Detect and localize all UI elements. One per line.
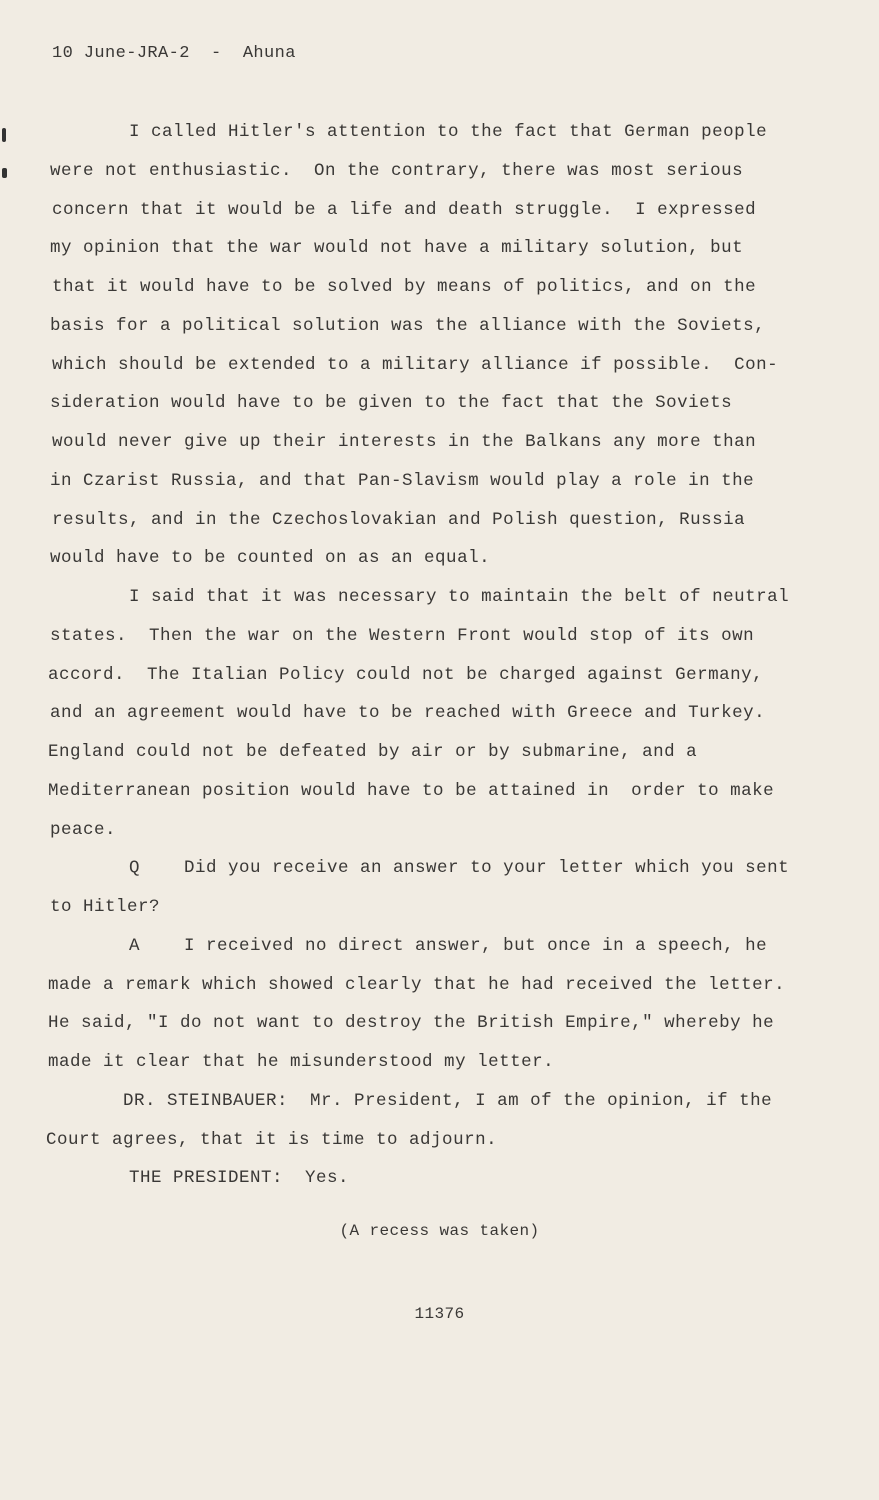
text-line: my opinion that the war would not have a military solution, but <box>50 238 744 259</box>
text-line: made a remark which showed clearly that he had received the letter. <box>48 974 786 995</box>
margin-mark <box>2 128 6 142</box>
text-line: made it clear that he misunderstood my letter. <box>48 1052 555 1072</box>
text-line: would have to be counted on as an equal. <box>50 548 491 569</box>
text-line: DR. STEINBAUER: Mr. President, I am of the opinion, if the <box>46 1090 773 1111</box>
recess-note: (A recess was taken) <box>339 1222 540 1240</box>
text-line: A I received no direct answer, but once in a speech, he <box>52 935 768 956</box>
text-line: THE PRESIDENT: Yes. <box>52 1168 350 1189</box>
text-line: which should be extended to a military alliance if possible. Con- <box>52 354 779 375</box>
margin-mark <box>2 168 7 178</box>
text-line: and an agreement would have to be reached with Greece and Turkey. <box>50 703 766 724</box>
text-line: Mediterranean position would have to be attained in order to make <box>48 780 775 801</box>
text-line: states. Then the war on the Western Front would stop of its own <box>50 625 755 646</box>
text-line: He said, "I do not want to destroy the British Empire," whereby he <box>48 1013 775 1034</box>
text-line: basis for a political solution was the alliance with the Soviets, <box>50 315 766 336</box>
text-line: England could not be defeated by air or by submarine, and a <box>48 742 698 762</box>
page-header: 10 June-JRA-2 - Ahuna <box>52 44 296 63</box>
text-line: I said that it was necessary to maintain the belt of neutral <box>52 587 790 607</box>
text-line: peace. <box>50 819 117 840</box>
text-line: that it would have to be solved by means of politics, and on the <box>52 277 757 297</box>
text-line: concern that it would be a life and death struggle. I expressed <box>52 199 757 220</box>
text-line: sideration would have to be given to the fact that the Soviets <box>50 393 733 414</box>
text-line: Q Did you receive an answer to your letter which you sent <box>52 858 790 879</box>
text-line: Court agrees, that it is time to adjourn. <box>46 1129 498 1150</box>
text-line: would never give up their interests in the Balkans any more than <box>52 432 757 452</box>
text-line: to Hitler? <box>50 897 161 917</box>
text-line: I called Hitler's attention to the fact that German people <box>52 122 768 142</box>
text-line: were not enthusiastic. On the contrary, there was most serious <box>50 160 744 181</box>
page-number: 11376 <box>414 1305 465 1323</box>
text-line: in Czarist Russia, and that Pan-Slavism would play a role in the <box>50 470 755 491</box>
text-line: results, and in the Czechoslovakian and Polish question, Russia <box>52 509 746 530</box>
text-line: accord. The Italian Policy could not be charged against Germany, <box>48 664 764 685</box>
